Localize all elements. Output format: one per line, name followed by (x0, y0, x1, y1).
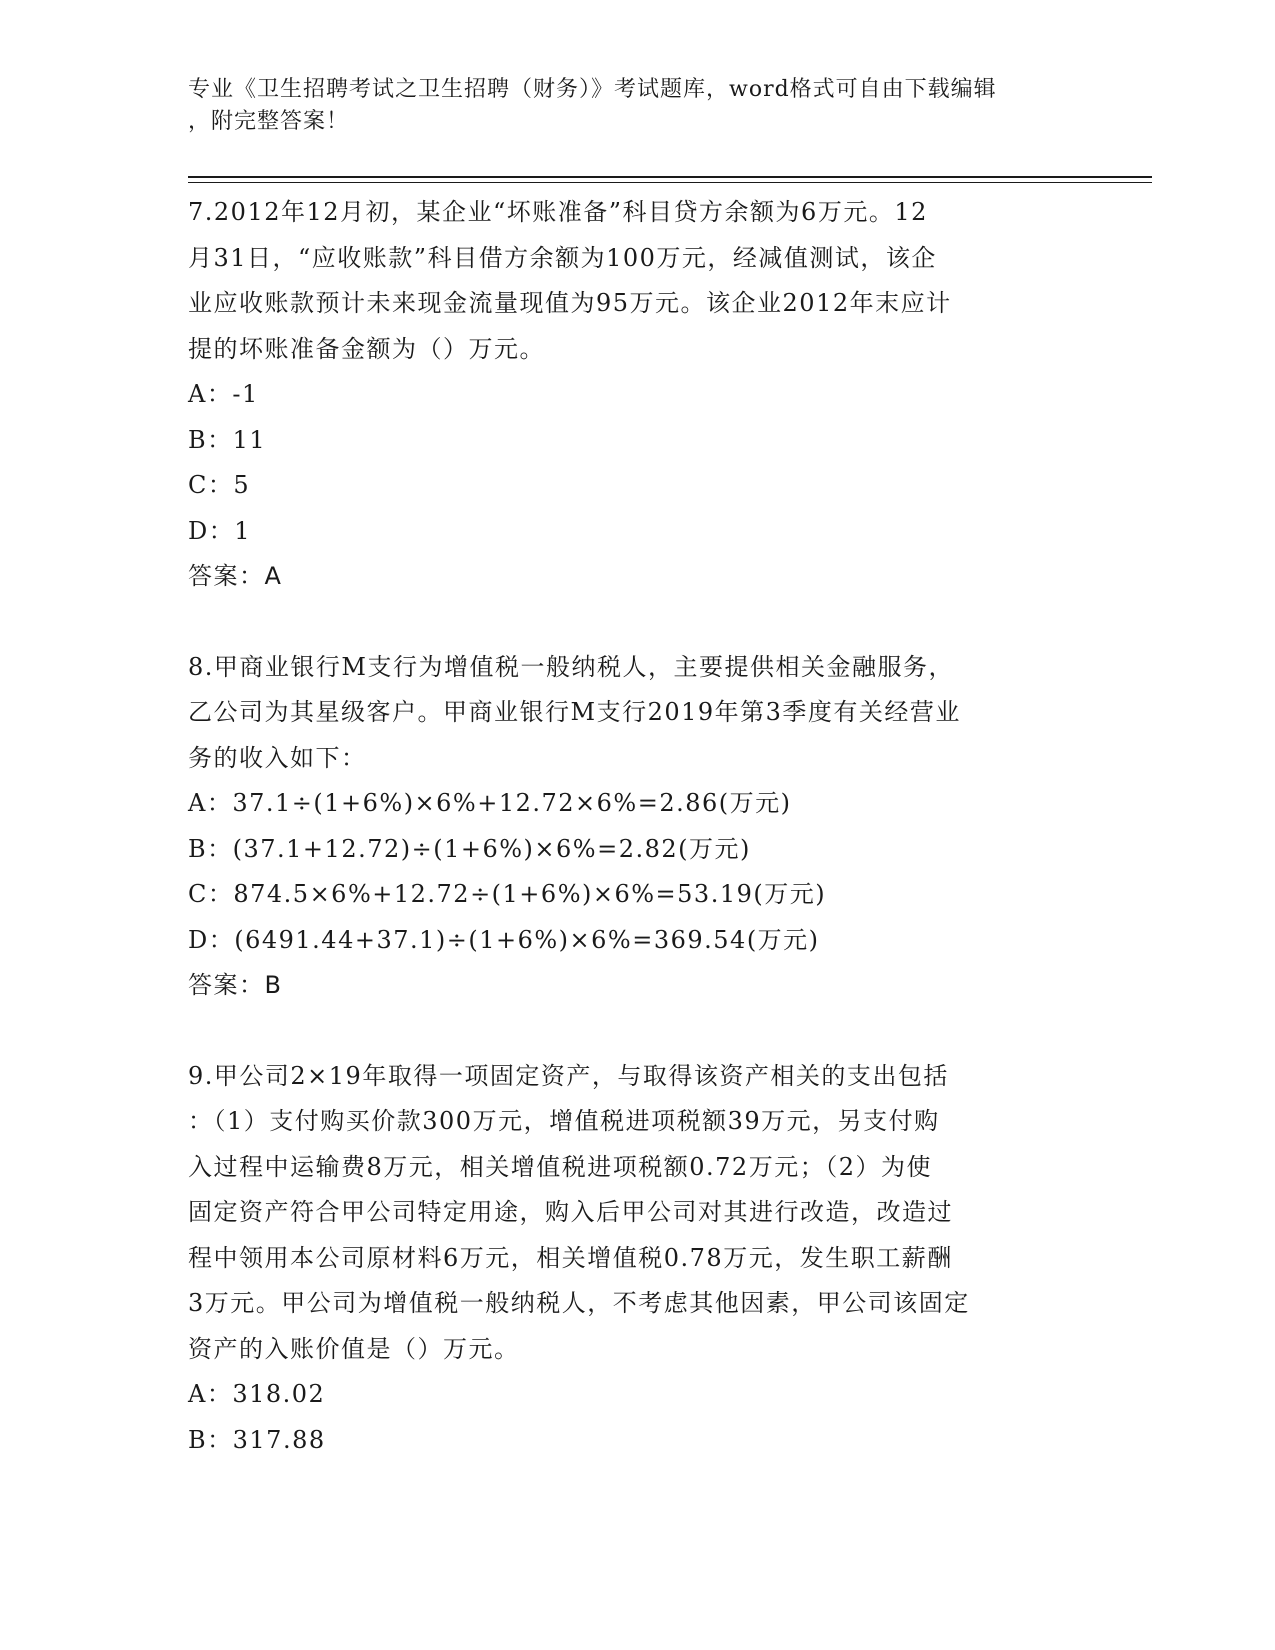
question-stem-line: ：（1）支付购买价款300万元，增值税进项税额39万元，另支付购 (188, 1107, 940, 1135)
question-stem-line: 程中领用本公司原材料6万元，相关增值税0.78万元，发生职工薪酬 (188, 1243, 953, 1272)
question-stem-line: 月31日，“应收账款”科目借方余额为100万元，经减值测试，该企 (188, 243, 937, 272)
question-stem-line: 资产的入账价值是（）万元。 (188, 1334, 520, 1363)
question-stem-line: 业应收账款预计未来现金流量现值为95万元。该企业2012年末应计 (188, 289, 952, 317)
answer-line: 答案：B (188, 971, 283, 999)
question-stem-line: 7.2012年12月初，某企业“坏账准备”科目贷方余额为6万元。12 (188, 198, 928, 226)
option-c: C：5 (188, 471, 251, 499)
question-stem-line: 固定资产符合甲公司特定用途，购入后甲公司对其进行改造，改造过 (188, 1198, 953, 1226)
option-a: A：318.02 (188, 1380, 326, 1408)
option-d: D：1 (188, 516, 252, 545)
answer-line: 答案：A (188, 562, 283, 590)
option-b: B：317.88 (188, 1425, 326, 1454)
question-stem-line: 乙公司为其星级客户。甲商业银行M支行2019年第3季度有关经营业 (188, 698, 961, 726)
option-a: A：-1 (188, 380, 259, 408)
header-divider-thin (188, 182, 1152, 183)
option-a: A：37.1÷(1+6%)×6%+12.72×6%=2.86(万元) (188, 789, 792, 817)
option-b: B：(37.1+12.72)÷(1+6%)×6%=2.82(万元) (188, 834, 751, 863)
question-9 (188, 1054, 1088, 1464)
question-stem-line: 3万元。甲公司为增值税一般纳税人，不考虑其他因素，甲公司该固定 (188, 1289, 970, 1317)
question-stem-line: 入过程中运输费8万元，相关增值税进项税额0.72万元；（2）为使 (188, 1152, 932, 1181)
option-b: B：11 (188, 425, 267, 454)
question-8 (188, 645, 1088, 1009)
option-c: C：874.5×6%+12.72÷(1+6%)×6%=53.19(万元) (188, 880, 827, 908)
header-title-line-1: 专业《卫生招聘考试之卫生招聘（财务）》考试题库，word格式可自由下载编辑 (188, 77, 997, 102)
document-header (188, 74, 1068, 138)
question-stem-line: 提的坏账准备金额为（）万元。 (188, 334, 545, 363)
question-spacer (188, 1009, 1088, 1054)
question-stem-line: 8.甲商业银行M支行为增值税一般纳税人，主要提供相关金融服务， (188, 652, 954, 681)
question-spacer (188, 600, 1088, 645)
question-stem-line: 9.甲公司2×19年取得一项固定资产，与取得该资产相关的支出包括 (188, 1061, 949, 1090)
question-7 (188, 190, 1088, 600)
header-divider-thick (188, 176, 1152, 178)
question-list (188, 190, 1088, 1463)
header-title-line-2: ，附完整答案！ (188, 109, 350, 134)
question-stem-line: 务的收入如下： (188, 743, 367, 772)
option-d: D：(6491.44+37.1)÷(1+6%)×6%=369.54(万元) (188, 925, 820, 954)
